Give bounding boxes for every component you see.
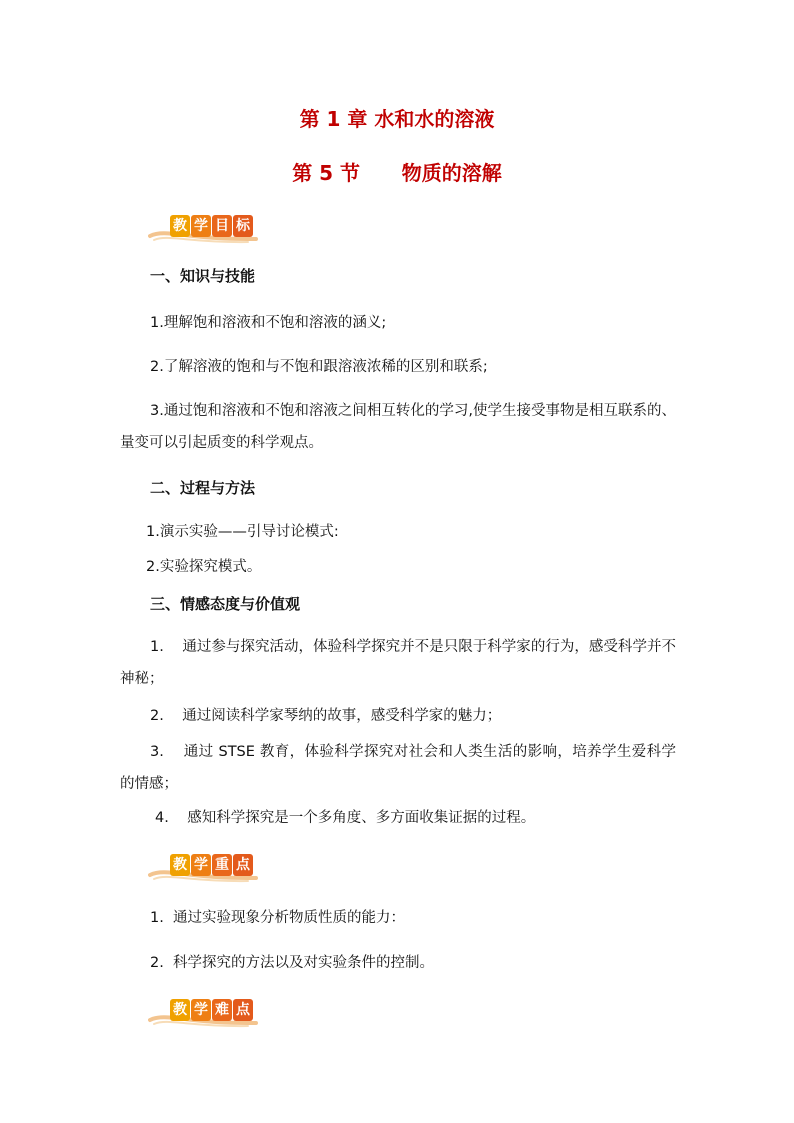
badge-char: 学 [191, 999, 211, 1021]
badge-char: 目 [212, 215, 232, 237]
key-point-item: 1. 通过实验现象分析物质性质的能力： [150, 910, 406, 926]
badge-char: 点 [233, 999, 253, 1021]
value-item: 3. 通过 STSE 教育，体验科学探究对社会和人类生活的影响，培养学生爱科学的情感； [120, 744, 676, 792]
badge-char: 重 [212, 854, 232, 876]
difficulties-badge [148, 998, 260, 1028]
value-item: 1. 通过参与探究活动，体验科学探究并不是只限于科学家的行为，感受科学并不神秘； [120, 639, 676, 687]
heading-knowledge-skills: 一、知识与技能 [150, 267, 256, 285]
value-item: 2. 通过阅读科学家琴纳的故事，感受科学家的魅力； [150, 708, 502, 724]
badge-char: 教 [170, 215, 190, 237]
heading-attitude-values: 三、情感态度与价值观 [150, 595, 301, 613]
objective-item: 3.通过饱和溶液和不饱和溶液之间相互转化的学习,使学生接受事物是相互联系的、量变可以引起质变的科学观点。 [120, 403, 676, 451]
badge-char: 教 [170, 854, 190, 876]
key-point-item: 2. 科学探究的方法以及对实验条件的控制。 [150, 955, 435, 971]
key-points-badge [148, 853, 260, 883]
method-item: 2.实验探究模式。 [146, 559, 262, 575]
method-item: 1.演示实验——引导讨论模式: [146, 524, 339, 540]
section-title: 第 5 节 物质的溶解 [292, 161, 502, 185]
value-item: 4. 感知科学探究是一个多角度、多方面收集证据的过程。 [155, 810, 536, 826]
objective-item: 1.理解饱和溶液和不饱和溶液的涵义; [150, 315, 387, 331]
badge-char: 学 [191, 854, 211, 876]
badge-char: 点 [233, 854, 253, 876]
badge-char: 学 [191, 215, 211, 237]
heading-process-methods: 二、过程与方法 [150, 479, 256, 497]
badge-char: 教 [170, 999, 190, 1021]
objectives-badge [148, 214, 260, 244]
objective-item: 2.了解溶液的饱和与不饱和跟溶液浓稀的区别和联系; [150, 359, 488, 375]
badge-char: 难 [212, 999, 232, 1021]
chapter-title: 第 1 章 水和水的溶液 [299, 107, 495, 131]
badge-char: 标 [233, 215, 253, 237]
